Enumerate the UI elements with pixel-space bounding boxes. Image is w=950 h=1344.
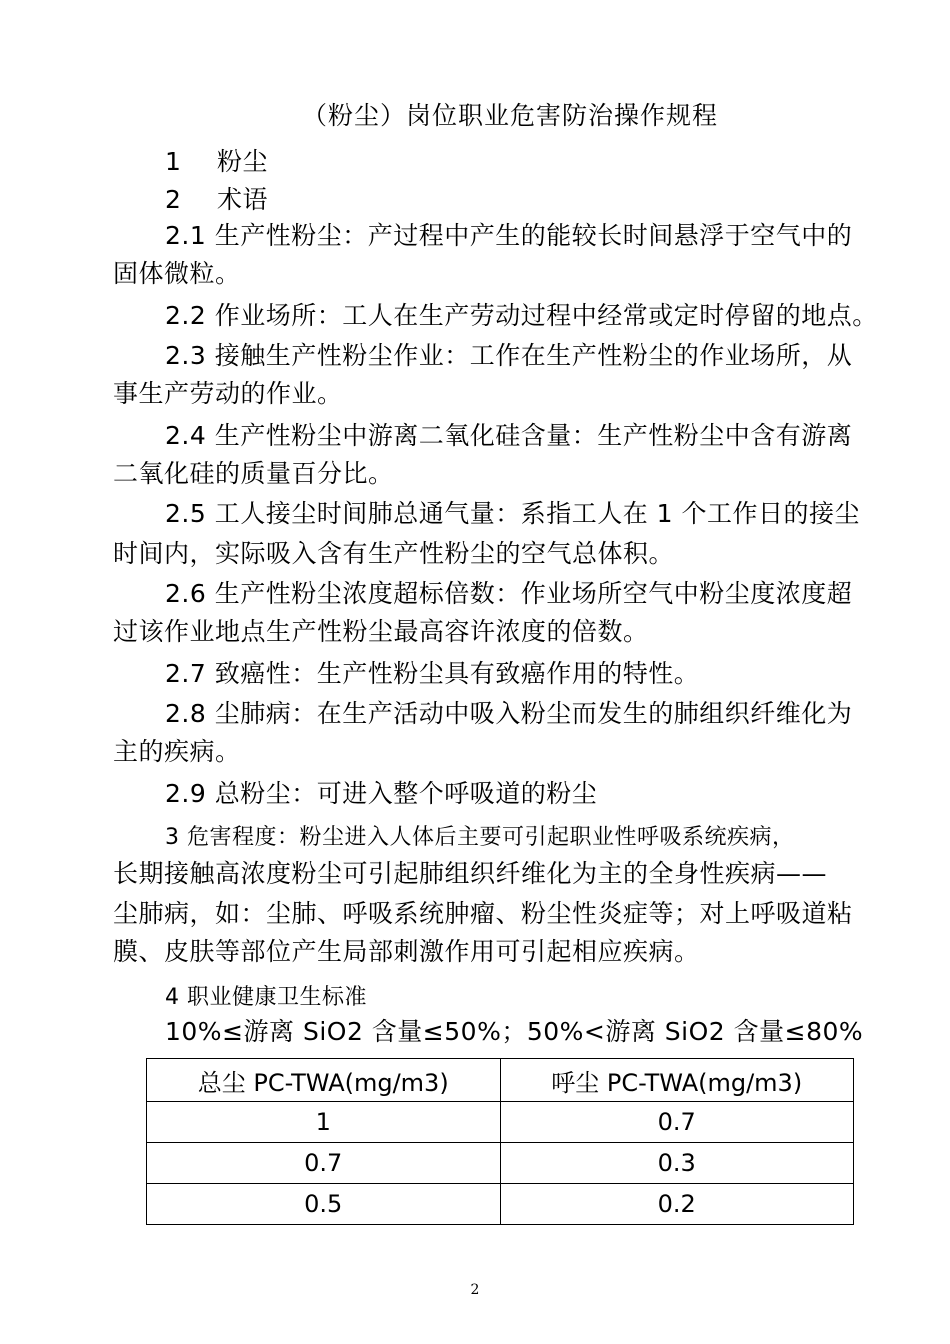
- table-row: [147, 1184, 854, 1225]
- term-2-1-line-1: 2.1 生产性粉尘：产过程中产生的能较长时间悬浮于空气中的: [165, 221, 853, 250]
- section-text: 粉尘: [217, 147, 269, 176]
- table-cell: 0.7: [500, 1102, 854, 1143]
- table-cell: 1: [147, 1102, 501, 1143]
- table-header-row: [147, 1059, 854, 1102]
- page-title: （粉尘）岗位职业危害防治操作规程: [301, 101, 718, 130]
- section-text: 术语: [217, 185, 269, 214]
- term-2-5-line-1: 2.5 工人接尘时间肺总通气量：系指工人在 1 个工作日的接尘: [165, 499, 861, 528]
- term-2-2-line-1: 2.2 作业场所：工人在生产劳动过程中经常或定时停留的地点。: [165, 301, 878, 330]
- term-2-3-line-2: 事生产劳动的作业。: [113, 379, 343, 408]
- dust-standard-table: [146, 1058, 854, 1225]
- term-2-4-line-2: 二氧化硅的质量百分比。: [113, 459, 394, 488]
- hazard-text: 3 危害程度：粉尘进入人体后主要可引起职业性呼吸系统疾病，: [165, 825, 795, 850]
- table-cell: 0.5: [147, 1184, 501, 1225]
- header-total-dust: 总尘 PC-TWA(mg/m3): [147, 1059, 501, 1102]
- term-2-9-line-1: 2.9 总粉尘：可进入整个呼吸道的粉尘: [165, 779, 598, 808]
- term-2-4-line-1: 2.4 生产性粉尘中游离二氧化硅含量：生产性粉尘中含有游离: [165, 421, 853, 450]
- term-2-8-line-1: 2.8 尘肺病：在生产活动中吸入粉尘而发生的肺组织纤维化为: [165, 699, 853, 728]
- table-row: [147, 1102, 854, 1143]
- table-cell: 0.7: [147, 1143, 501, 1184]
- section-number: 2: [165, 185, 182, 214]
- hazard-line-1: [165, 818, 855, 856]
- term-2-5-line-2: 时间内，实际吸入含有生产性粉尘的空气总体积。: [113, 539, 675, 568]
- table-row: [147, 1143, 854, 1184]
- sio2-condition: 10%≤游离 SiO2 含量≤50%；50%<游离 SiO2 含量≤80%: [165, 1017, 864, 1046]
- term-2-8-line-2: 主的疾病。: [113, 737, 241, 766]
- term-2-3-line-1: 2.3 接触生产性粉尘作业：工作在生产性粉尘的作业场所，从: [165, 341, 853, 370]
- standard-heading: 4 职业健康卫生标准: [165, 985, 367, 1010]
- hazard-line-3: 尘肺病，如：尘肺、呼吸系统肿瘤、粉尘性炎症等；对上呼吸道粘: [113, 899, 853, 928]
- table-cell: 0.2: [500, 1184, 854, 1225]
- section-number: 1: [165, 147, 182, 176]
- term-2-6-line-2: 过该作业地点生产性粉尘最高容许浓度的倍数。: [113, 617, 649, 646]
- section-1: [165, 144, 855, 180]
- term-2-1-line-2: 固体微粒。: [113, 259, 241, 288]
- term-2-6-line-1: 2.6 生产性粉尘浓度超标倍数：作业场所空气中粉尘度浓度超: [165, 579, 853, 608]
- hazard-line-4: 膜、皮肤等部位产生局部刺激作用可引起相应疾病。: [113, 937, 700, 966]
- term-2-7-line-1: 2.7 致癌性：生产性粉尘具有致癌作用的特性。: [165, 659, 700, 688]
- table-cell: 0.3: [500, 1143, 854, 1184]
- hazard-line-2: 长期接触高浓度粉尘可引起肺组织纤维化为主的全身性疾病——: [113, 859, 828, 888]
- page-number: 2: [470, 1282, 480, 1298]
- section-2: [165, 182, 855, 218]
- header-respirable-dust: 呼尘 PC-TWA(mg/m3): [500, 1059, 854, 1102]
